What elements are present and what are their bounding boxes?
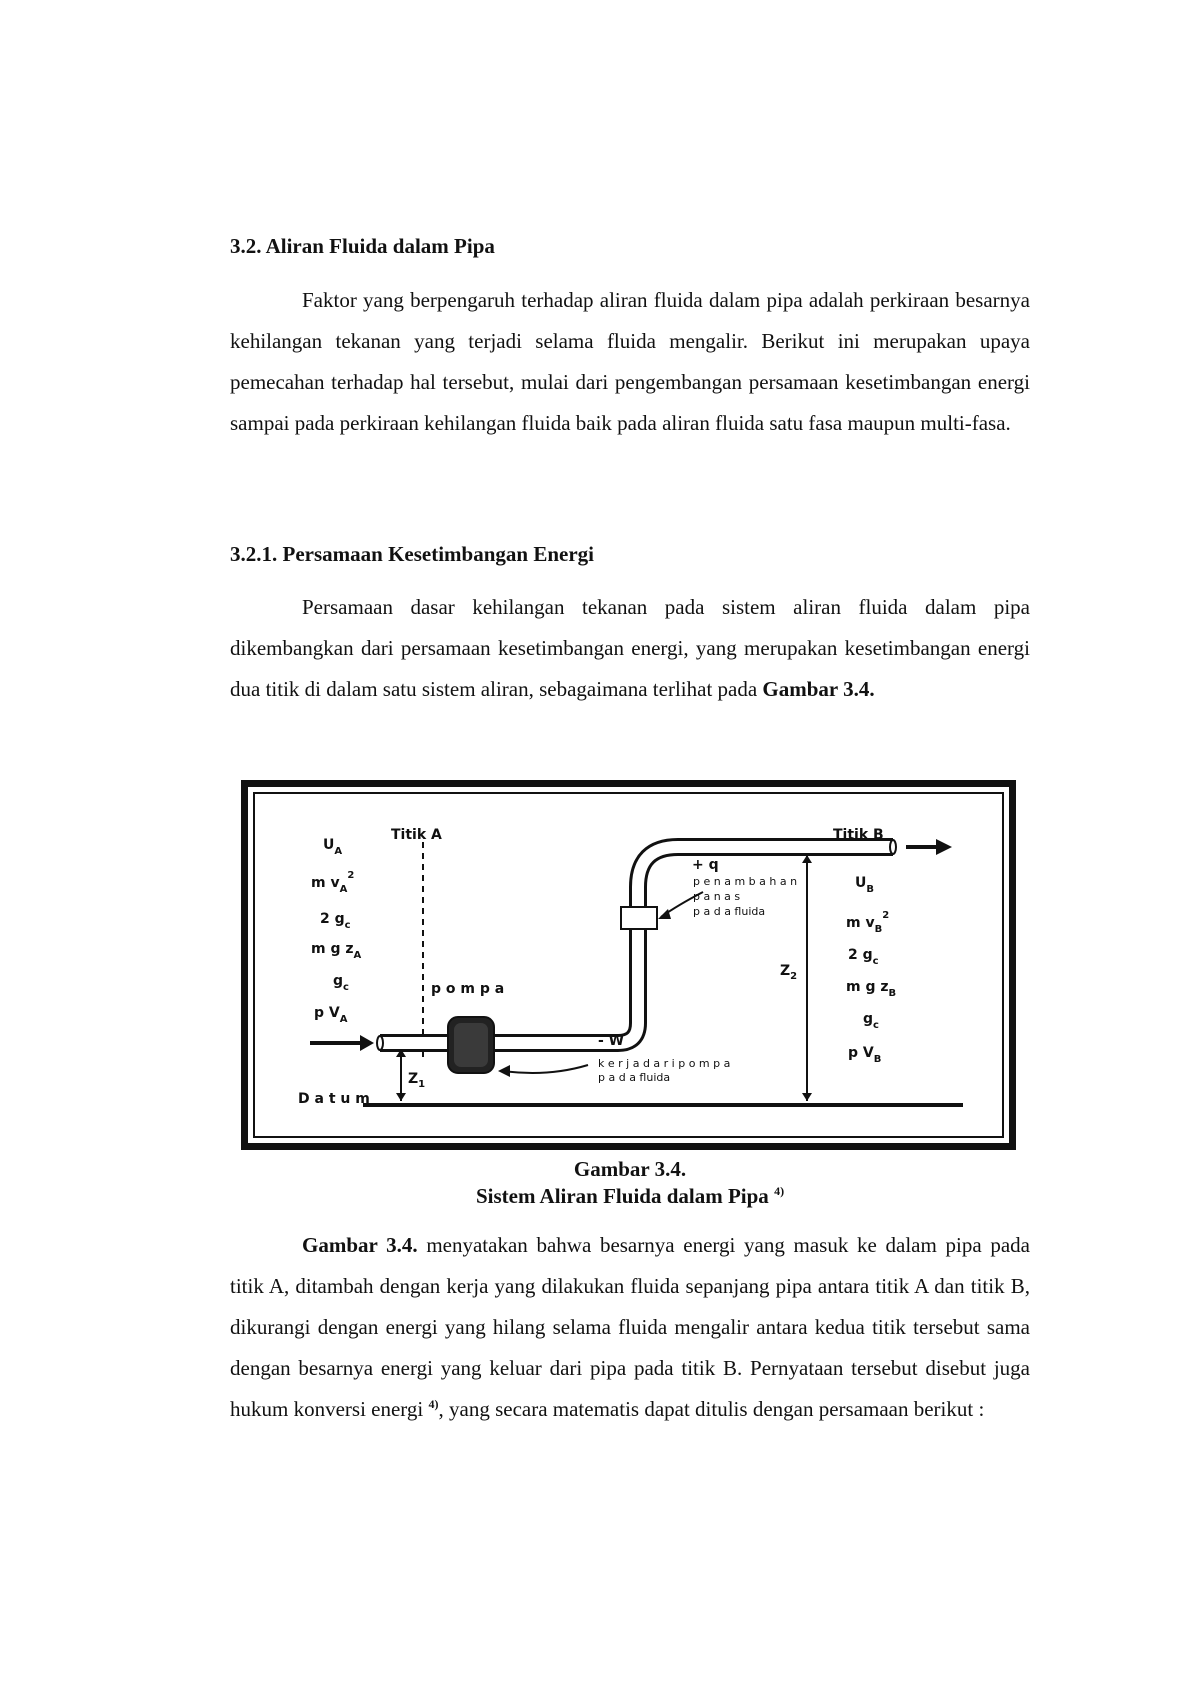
work-arrowhead: [498, 1065, 510, 1077]
paragraph-3: [230, 1225, 1030, 1430]
titik-a-label: Titik A: [391, 827, 442, 843]
term-a-gc: $g_c$: [333, 973, 349, 993]
z2-symbol: Z: [780, 963, 791, 979]
paragraph-1: [230, 280, 1030, 444]
work-label-1: k e r j a d a r i p o m p a: [598, 1057, 731, 1070]
heat-label-3: p a d a fluida: [693, 905, 766, 918]
term-a-mv: m $v_A^2$: [311, 870, 355, 895]
z2-arrow-down: [802, 1093, 812, 1101]
outlet-arrowhead: [936, 839, 952, 855]
term-a-2gc: 2 $g_c$: [320, 911, 351, 931]
z1-arrow-down: [396, 1093, 406, 1101]
z1-label: [408, 1071, 425, 1090]
work-label-2: p a d a fluida: [598, 1071, 671, 1084]
datum-label: D a t u m: [298, 1091, 370, 1107]
figure-caption-title-text: Sistem Aliran Fluida dalam Pipa: [475, 1184, 769, 1208]
term-a-mgz: m g $z_A$: [311, 941, 362, 961]
z2-arrow-up: [802, 855, 812, 863]
term-b-u: $U_B$: [855, 875, 874, 895]
paragraph-2-text: Persamaan dasar kehilangan tekanan pada sistem aliran fluida dalam pipa dikembangkan dari persamaan kesetimbangan energi, yang merupakan kesetimbangan energi dua titik di dalam satu sistem aliran, sebagaimana terlihat pada: [230, 595, 1030, 701]
work-sign: - W: [598, 1033, 625, 1049]
pump-label: p o m p a: [431, 981, 505, 997]
titik-b-label: Titik B: [833, 827, 884, 843]
figure-caption-title: [230, 1183, 1030, 1210]
pump-highlight: [454, 1023, 488, 1067]
paragraph-2-figure-ref: Gambar 3.4.: [762, 677, 875, 701]
z1-subscript: 1: [418, 1079, 426, 1090]
work-arrow-line: [503, 1065, 588, 1073]
paragraph-2: [230, 587, 1030, 710]
term-b-gc: $g_c$: [863, 1011, 879, 1031]
term-b-mv: m $v_B^2$: [846, 910, 890, 935]
z2-subscript: 2: [790, 971, 798, 982]
paragraph-3-ref: 4): [428, 1397, 439, 1411]
pipe-outlet: [890, 840, 896, 854]
figure-caption-ref: 4): [774, 1184, 785, 1198]
heat-label-1: p e n a m b a h a n: [693, 875, 798, 888]
paragraph-1-text: Faktor yang berpengaruh terhadap aliran fluida dalam pipa adalah perkiraan besarnya kehilangan tekanan yang terjadi selama fluida mengalir. Berikut ini merupakan upaya pemecahan terhadap hal tersebut, mulai dari pengembangan persamaan kesetimbangan energi sampai pada perkiraan kehilangan fluida baik pada aliran fluida satu fasa maupun multi-fasa.: [230, 288, 1030, 435]
energy-terms-b: [846, 875, 896, 1065]
figure-caption-number: Gambar 3.4.: [573, 1157, 687, 1181]
term-b-pv: p $V_B$: [848, 1045, 882, 1065]
energy-terms-a: [311, 837, 362, 1025]
z1-symbol: Z: [408, 1071, 419, 1087]
heat-label-2: p a n a s: [693, 890, 741, 903]
pipe-flow-diagram: [248, 787, 1009, 1143]
term-a-pv: p $V_A$: [314, 1005, 348, 1025]
inlet-arrowhead: [360, 1035, 374, 1051]
term-a-u: $U_A$: [323, 837, 343, 857]
section-heading: 3.2. Aliran Fluida dalam Pipa: [230, 234, 495, 258]
term-b-mgz: m g $z_B$: [846, 979, 897, 999]
pipe-inner: [380, 847, 893, 1043]
paragraph-3-text: menyatakan bahwa besarnya energi yang masuk ke dalam pipa pada titik A, ditambah dengan kerja yang dilakukan fluida sepanjang pipa antara titik A dan titik B, dikurangi dengan energi yang hilang selama fluida mengalir antara kedua titik tersebut sama dengan besarnya energi yang keluar dari pipa pada titik B. Pernyataan tersebut disebut juga hukum konversi energi: [230, 1233, 1030, 1421]
paragraph-3-lead: Gambar 3.4.: [302, 1233, 418, 1257]
heater-box: [621, 907, 657, 929]
subsection-heading: 3.2.1. Persamaan Kesetimbangan Energi: [230, 542, 594, 566]
heat-sign: + q: [692, 857, 719, 873]
term-b-2gc: 2 $g_c$: [848, 947, 879, 967]
paragraph-3-tail: , yang secara matematis dapat ditulis dengan persamaan berikut :: [438, 1397, 985, 1421]
z2-label: [780, 963, 797, 982]
figure-3-4: [241, 780, 1016, 1150]
pipe-inlet: [377, 1036, 383, 1050]
